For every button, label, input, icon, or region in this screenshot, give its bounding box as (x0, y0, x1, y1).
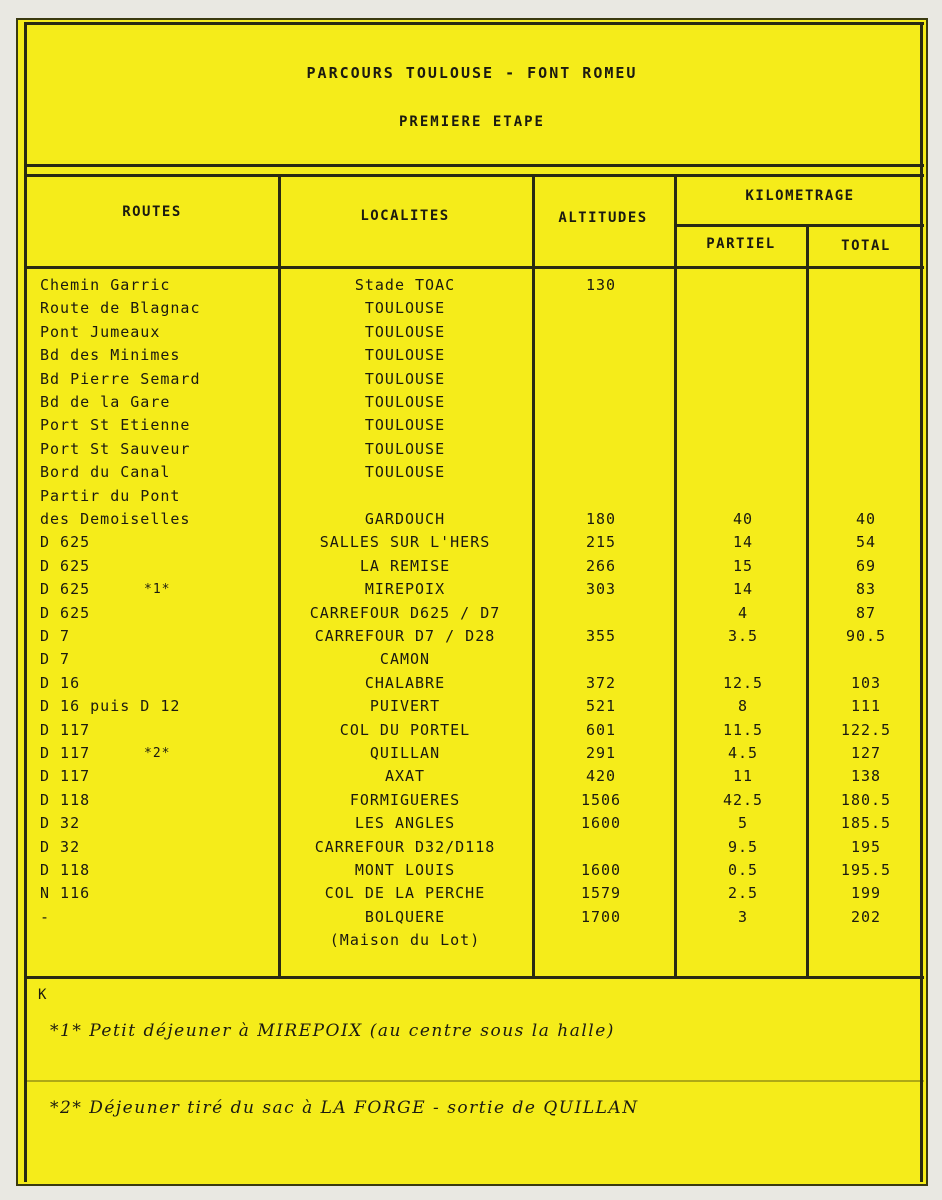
row-route: D 117 (40, 767, 91, 786)
row-total: 40 (855, 510, 877, 528)
row-locality: (Maison du Lot) (329, 931, 481, 950)
row-altitude: 291 (585, 744, 617, 762)
header-kilometrage: KILOMETRAGE (745, 188, 855, 204)
row-total: 199 (850, 884, 882, 903)
footnote-2: *2* Déjeuner tiré du sac à LA FORGE - sortie de QUILLAN (50, 1098, 639, 1118)
row-total: 138 (850, 767, 882, 786)
row-locality: TOULOUSE (364, 369, 446, 388)
row-route: D 625 (40, 580, 91, 599)
row-route: - (40, 907, 51, 926)
row-route: Bd Pierre Semard (40, 369, 201, 388)
row-route: Port St Etienne (40, 416, 191, 435)
row-locality: TOULOUSE (364, 322, 446, 341)
footnote-1: *1* Petit déjeuner à MIREPOIX (au centre sous la halle) (50, 1021, 615, 1041)
row-route: des Demoiselles (40, 510, 191, 528)
header-total: TOTAL (841, 238, 891, 254)
row-altitude: 420 (585, 767, 617, 786)
row-locality: LES ANGLES (354, 814, 456, 833)
row-partial: 5 (737, 814, 749, 833)
row-altitude: 130 (585, 276, 617, 294)
document-title: PARCOURS TOULOUSE - FONT ROMEU (306, 64, 638, 82)
row-route: D 118 (40, 790, 91, 809)
row-total: 103 (850, 673, 882, 692)
row-total: 195 (850, 837, 882, 856)
row-partial: 9.5 (727, 837, 759, 856)
row-locality: CARREFOUR D32/D118 (314, 837, 496, 856)
header-routes: ROUTES (122, 204, 182, 220)
row-locality: CARREFOUR D625 / D7 (309, 603, 501, 622)
row-route: D 118 (40, 861, 91, 879)
row-total: 90.5 (845, 627, 887, 645)
row-total: 111 (850, 697, 882, 716)
row-altitude: 1600 (580, 861, 622, 879)
kilometrage-split-line (676, 224, 924, 227)
row-locality: TOULOUSE (364, 463, 446, 482)
row-route: D 625 (40, 556, 91, 575)
row-locality: COL DU PORTEL (339, 720, 471, 739)
row-locality: TOULOUSE (364, 416, 446, 435)
row-locality: TOULOUSE (364, 346, 446, 365)
row-partial: 12.5 (722, 673, 764, 692)
row-partial: 3 (737, 907, 749, 926)
row-altitude: 215 (585, 533, 617, 552)
row-partial: 3.5 (727, 627, 759, 645)
row-route: Pont Jumeaux (40, 322, 161, 341)
row-locality: BOLQUERE (364, 907, 446, 926)
row-total: 69 (855, 556, 877, 575)
row-route: D 625 (40, 533, 91, 552)
row-altitude: 180 (585, 510, 617, 528)
row-locality: TOULOUSE (364, 299, 446, 318)
row-locality: GARDOUCH (364, 510, 446, 528)
row-total: 54 (855, 533, 877, 552)
row-route: Partir du Pont (40, 486, 181, 505)
row-footnote-mark: *1* (144, 582, 171, 598)
table-bottom-line (26, 976, 924, 979)
header-localites: LOCALITES (360, 208, 450, 224)
row-locality: FORMIGUERES (349, 790, 461, 809)
row-altitude: 1600 (580, 814, 622, 833)
row-partial: 14 (732, 533, 754, 552)
row-route: Bord du Canal (40, 463, 171, 482)
row-route: Bd de la Gare (40, 393, 171, 411)
row-footnote-mark: *2* (144, 746, 171, 761)
row-locality: PUIVERT (369, 697, 441, 716)
row-altitude: 266 (585, 556, 617, 575)
row-partial: 40 (732, 510, 754, 528)
header-altitudes: ALTITUDES (558, 210, 648, 226)
row-partial: 2.5 (727, 884, 759, 903)
row-route: D 32 (40, 837, 81, 856)
row-total: 180.5 (840, 790, 892, 809)
row-partial: 11.5 (722, 720, 764, 739)
row-locality: CARREFOUR D7 / D28 (314, 627, 496, 645)
row-route: Port St Sauveur (40, 439, 191, 458)
row-partial: 11 (732, 767, 754, 786)
footnote-divider (26, 1080, 924, 1082)
row-total: 122.5 (840, 720, 892, 739)
header-partiel: PARTIEL (706, 236, 776, 252)
row-total: 83 (855, 580, 877, 599)
row-total: 202 (850, 907, 882, 926)
row-route: N 116 (40, 884, 91, 903)
row-route: D 32 (40, 814, 81, 833)
row-altitude: 601 (585, 720, 617, 739)
col-sep-2 (532, 174, 535, 978)
row-partial: 8 (737, 697, 749, 716)
row-total: 195.5 (840, 861, 892, 879)
header-top-line (26, 164, 924, 167)
route-sheet (16, 18, 928, 1186)
row-partial: 4.5 (727, 744, 759, 762)
top-border (26, 22, 924, 25)
row-route: D 117 (40, 744, 91, 762)
row-locality: AXAT (384, 767, 426, 786)
row-total: 127 (850, 744, 882, 762)
header-second-line (26, 174, 924, 177)
row-altitude: 355 (585, 627, 617, 645)
row-route: D 625 (40, 603, 91, 622)
row-altitude: 303 (585, 580, 617, 599)
row-partial: 0.5 (727, 861, 759, 879)
row-altitude: 521 (585, 697, 617, 716)
row-altitude: 1506 (580, 790, 622, 809)
row-locality: TOULOUSE (364, 439, 446, 458)
corner-mark: K (38, 987, 48, 1003)
row-route: Bd des Minimes (40, 346, 181, 365)
row-locality: SALLES SUR L'HERS (319, 533, 491, 552)
row-route: D 7 (40, 627, 71, 645)
row-route: D 16 (40, 673, 81, 692)
row-route: D 117 (40, 720, 91, 739)
row-altitude: 372 (585, 673, 617, 692)
row-locality: MIREPOIX (364, 580, 446, 599)
header-bottom-line (26, 266, 924, 269)
row-locality: TOULOUSE (364, 393, 446, 411)
row-locality: QUILLAN (369, 744, 441, 762)
row-total: 185.5 (840, 814, 892, 833)
row-locality: COL DE LA PERCHE (324, 884, 486, 903)
row-locality: MONT LOUIS (354, 861, 456, 879)
row-route: Route de Blagnac (40, 299, 201, 318)
row-total: 87 (855, 603, 877, 622)
row-route: D 7 (40, 650, 71, 669)
row-partial: 14 (732, 580, 754, 599)
row-locality: CHALABRE (364, 673, 446, 692)
left-border (24, 22, 27, 1182)
col-sep-3 (674, 174, 677, 978)
row-locality: CAMON (379, 650, 431, 669)
row-altitude: 1579 (580, 884, 622, 903)
row-partial: 42.5 (722, 790, 764, 809)
row-partial: 15 (732, 556, 754, 575)
row-route: Chemin Garric (40, 276, 171, 294)
document-subtitle: PREMIERE ETAPE (398, 114, 545, 130)
row-locality: Stade TOAC (354, 276, 456, 294)
row-partial: 4 (737, 603, 749, 622)
row-locality: LA REMISE (359, 556, 451, 575)
row-route: D 16 puis D 12 (40, 697, 181, 716)
row-altitude: 1700 (580, 907, 622, 926)
